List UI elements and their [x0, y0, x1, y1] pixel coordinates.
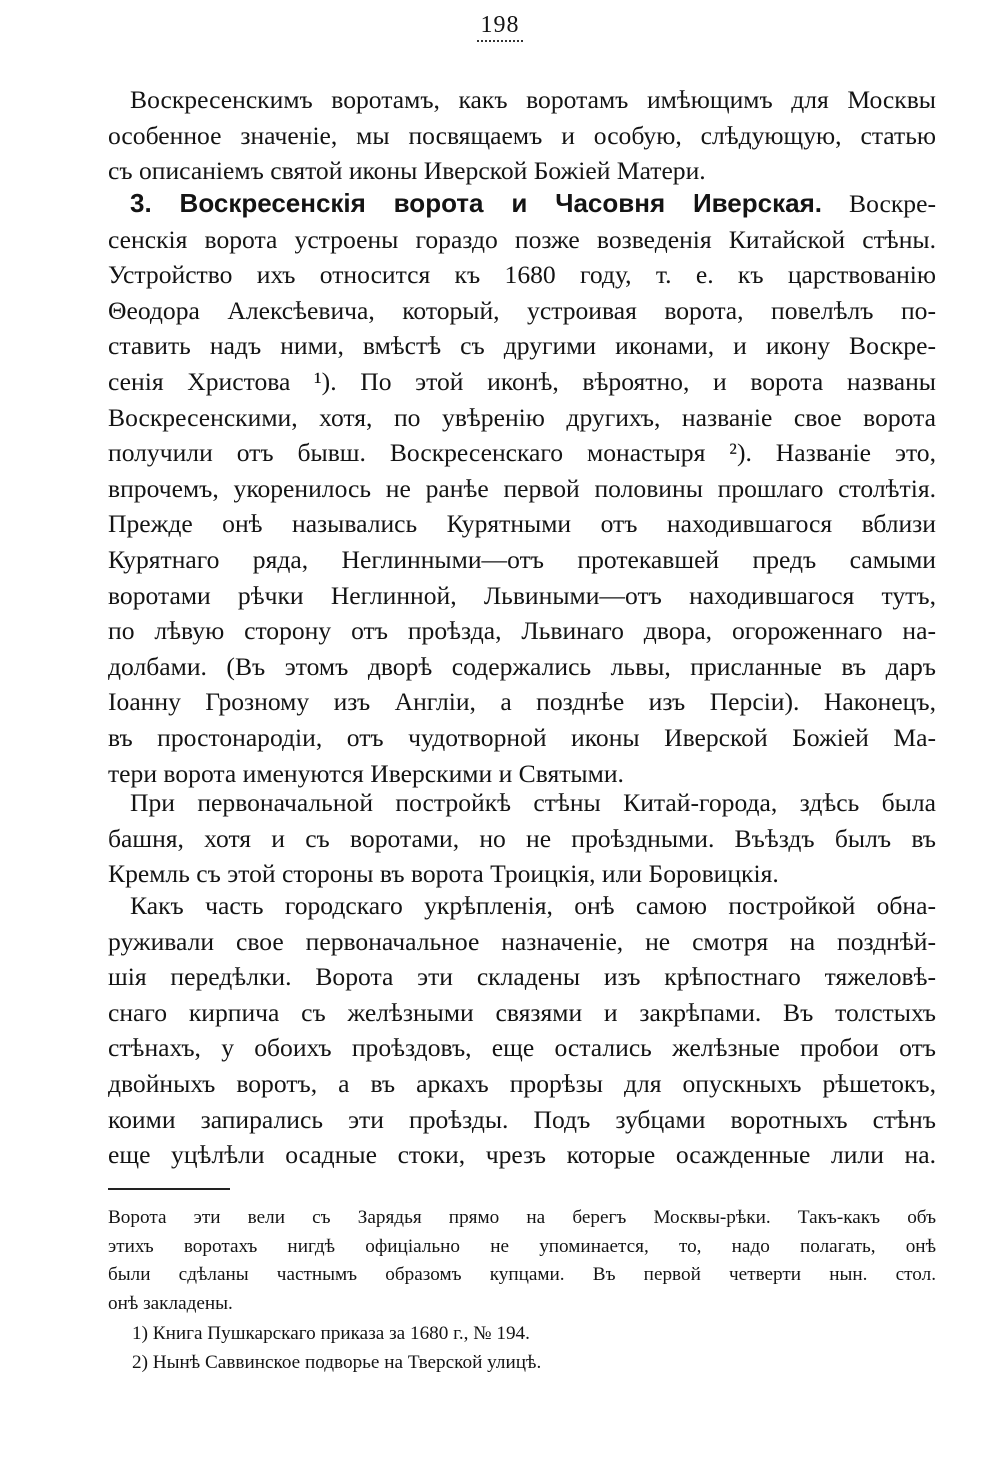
footnote-2: 2) Нынѣ Саввинское подворье на Тверской улицѣ. [132, 1351, 542, 1373]
text-line: снаго кирпича съ желѣзными связями и закрѣпами. Въ толстыхъ [108, 997, 936, 1027]
text-line: стѣнахъ, у обоихъ проѣздовъ, еще остались желѣзные пробои отъ [108, 1033, 936, 1063]
text-line: по лѣвую сторону отъ проѣзда, Львинаго двора, огороженнаго на- [108, 616, 936, 646]
text-line: Θеодора Алексѣевича, который, устроивая ворота, повелѣлъ по- [108, 295, 936, 325]
text-line: особенное значеніе, мы посвящаемъ и особую, слѣдующую, статью [108, 120, 936, 150]
footnote-line: были сдѣланы частнымъ образомъ купцами. Въ первой четверти нын. стол. [108, 1264, 936, 1286]
text-line: Воскресенскимъ воротамъ, какъ воротамъ имѣющимъ для Москвы [130, 85, 936, 114]
page-number [0, 12, 1000, 42]
text-line: Кремль съ этой стороны въ ворота Троицкія, или Боровицкія. [108, 859, 779, 889]
section-first-line [108, 186, 936, 222]
footnote-note [108, 1204, 936, 1319]
text-line: еще уцѣлѣли осадные стоки, чрезъ которые осажденные лили на. [108, 1140, 936, 1170]
footnote-line: онѣ закладены. [108, 1293, 233, 1315]
text-line: Прежде онѣ назывались Курятными отъ находившагося вблизи [108, 509, 936, 539]
paragraph-fortification [108, 888, 936, 1173]
page-number-underline [477, 40, 523, 42]
text-line: воротами рѣчки Неглинной, Львиными—отъ находившагося тутъ, [108, 580, 936, 610]
text-line: впрочемъ, укоренилось не ранѣе первой половины прошлаго столѣтія. [108, 473, 936, 503]
text-fragment: Воскре- [821, 189, 936, 218]
footnote-1: 1) Книга Пушкарскаго приказа за 1680 г., № 194. [132, 1323, 530, 1344]
text-line: коими запирались эти проѣзды. Подъ зубцами воротныхъ стѣнъ [108, 1104, 936, 1134]
paragraph-tower [108, 785, 936, 892]
text-line: съ описаніемъ святой иконы Иверской Божіей Матери. [108, 156, 706, 186]
section-heading: 3. Воскресенскія ворота и Часовня Иверская. [130, 188, 822, 218]
footnote-divider [108, 1188, 230, 1190]
page-number-text: 198 [480, 12, 520, 38]
text-line: ставить надъ ними, вмѣстѣ съ другими иконами, и икону Воскре- [108, 331, 936, 361]
text-line: башня, хотя и съ воротами, но не проѣздными. Въѣздъ былъ въ [108, 823, 936, 853]
text-line: Какъ часть городскаго укрѣпленія, онѣ самою постройкой обна- [130, 891, 936, 920]
text-line: тери ворота именуются Иверскими и Святыми. [108, 758, 624, 788]
section-paragraph [108, 186, 936, 791]
footnote-line: Ворота эти вели съ Зарядья прямо на берегъ Москвы-рѣки. Такъ-какъ объ [108, 1207, 936, 1228]
footnote-line: этихъ воротахъ нигдѣ офиціально не упоминается, то, надо полагать, онѣ [108, 1235, 936, 1257]
text-line: долбами. (Въ этомъ дворѣ содержались львы, присланные въ даръ [108, 651, 936, 681]
text-line: шія передѣлки. Ворота эти складены изъ крѣпостнаго тяжеловѣ- [108, 962, 936, 992]
text-line: Іоанну Грозному изъ Англіи, а позднѣе изъ Персіи). Наконецъ, [108, 687, 936, 717]
text-line: сенія Христова ¹). По этой иконѣ, вѣроятно, и ворота названы [108, 366, 936, 396]
paragraph-intro [108, 82, 936, 189]
text-line: въ простонародіи, отъ чудотворной иконы Иверской Божіей Ма- [108, 722, 936, 752]
text-line: При первоначальной постройкѣ стѣны Китай-города, здѣсь была [130, 788, 936, 817]
text-line: Устройство ихъ относится къ 1680 году, т. е. къ царствованію [108, 260, 936, 290]
text-line: сенскія ворота устроены гораздо позже возведенія Китайской стѣны. [108, 224, 936, 254]
text-line: руживали свое первоначальное назначеніе, не смотря на позднѣй- [108, 926, 936, 956]
text-line: двойныхъ воротъ, а въ аркахъ прорѣзы для опускныхъ рѣшетокъ, [108, 1068, 936, 1098]
footnotes-list [108, 1320, 936, 1377]
text-line: получили отъ бывш. Воскресенскаго монастыря ²). Названіе это, [108, 438, 936, 468]
text-line: Курятнаго ряда, Неглинными—отъ протекавшей предъ самыми [108, 544, 936, 574]
text-line: Воскресенскими, хотя, по увѣренію другихъ, названіе свое ворота [108, 402, 936, 432]
